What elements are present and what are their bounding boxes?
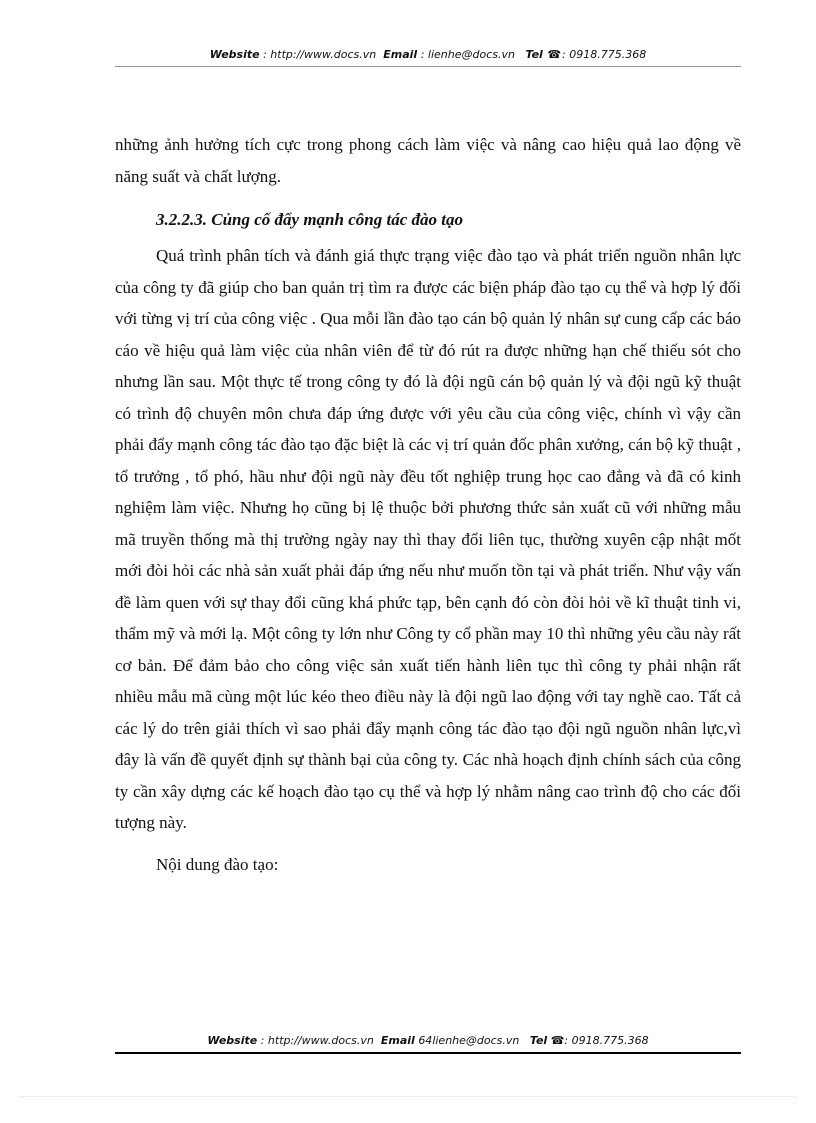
footer-website-url: : http://www.docs.vn <box>260 1034 374 1047</box>
header-divider <box>115 66 741 67</box>
header-email-label: Email <box>383 48 418 61</box>
document-body <box>115 129 741 880</box>
header-tel-number: : 0918.775.368 <box>562 48 647 61</box>
header-tel-label: Tel <box>525 48 543 61</box>
header-website-label: Website <box>209 48 260 61</box>
header-email-address: : lienhe@docs.vn <box>420 48 515 61</box>
footer-email-label: Email <box>380 1034 415 1047</box>
page-header <box>115 48 741 61</box>
page-number: 64 <box>418 1034 433 1047</box>
paragraph-1: những ảnh hưởng tích cực trong phong cách làm việc và nâng cao hiệu quả lao động về năng suất và chất lượng. <box>115 135 741 186</box>
phone-icon: ☎ <box>550 1034 565 1047</box>
footer-tel-label: Tel <box>529 1034 548 1047</box>
footer-divider <box>115 1052 741 1054</box>
paragraph-2: Quá trình phân tích và đánh giá thực trạng việc đào tạo và phát triển nguồn nhân lực của công ty đã giúp cho ban quản trị tìm ra được các biện pháp đào tạo cụ thể và hợp lý đối với từng vị trí của công việc . Qua mỗi lần đào tạo cán bộ quản lý nhân sự cung cấp các báo cáo về hiệu quả làm việc của nhân viên để từ đó rút ra được những hạn chế thiếu sót cho nhưng lần sau. Một thực tế trong công ty đó là đội ngũ cán bộ quản lý và đội ngũ kỹ thuật có trình độ chuyên môn chưa đáp ứng được với yêu cầu của công việc, chính vì vậy cần phải đẩy mạnh công tác đào tạo đặc biệt là các vị trí quản đốc phân xưởng, cán bộ kỹ thuật , tổ trưởng , tổ phó, hầu như đội ngũ này đều tốt nghiệp trung học cao đẳng và đã có kinh nghiệm làm việc. Nhưng họ cũng bị lệ thuộc bởi phương thức sản xuất cũ với những mẫu mã truyền thống mà thị trường ngày nay thì thay đổi liên tục, thường xuyên cập nhật mốt mới đòi hỏi các nhà sản xuất phải đáp ứng nếu như muốn tồn tại và phát triển. Như vậy vấn đề làm quen với sự thay đổi cũng khá phức tạp, bên cạnh đó còn đòi hỏi về kĩ thuật tinh vi, thẩm mỹ và mới lạ. Một công ty lớn như Công ty cổ phần may 10 thì những yêu cầu này rất cơ bản. Để đảm bảo cho công việc sản xuất tiến hành liên tục thì công ty phải nhận rất nhiều mẫu mã cùng một lúc kéo theo điều này là đội ngũ lao động với tay nghề cao. Tất cả các lý do trên giải thích vì sao phải đẩy mạnh công tác đào tạo đội ngũ nguồn nhân lực,vì đây là vấn đề quyết định sự thành bại của công ty. Các nhà hoạch định chính sách của công ty cần xây dựng các kế hoạch đào tạo cụ thể và hợp lý nhằm nâng cao trình độ cho các đối tượng này. <box>115 246 741 832</box>
header-website-url: : http://www.docs.vn <box>263 48 377 61</box>
phone-icon: ☎ <box>547 48 562 61</box>
page-bottom-divider <box>20 1096 796 1097</box>
footer-tel-number: : 0918.775.368 <box>564 1034 649 1047</box>
paragraph-3: Nội dung đào tạo: <box>156 854 279 874</box>
section-heading: 3.2.2.3. Củng cố đẩy mạnh công tác đào tạo <box>156 210 463 229</box>
footer-website-label: Website <box>207 1034 258 1047</box>
page-footer <box>115 1034 741 1047</box>
footer-email-address: lienhe@docs.vn <box>432 1034 520 1047</box>
